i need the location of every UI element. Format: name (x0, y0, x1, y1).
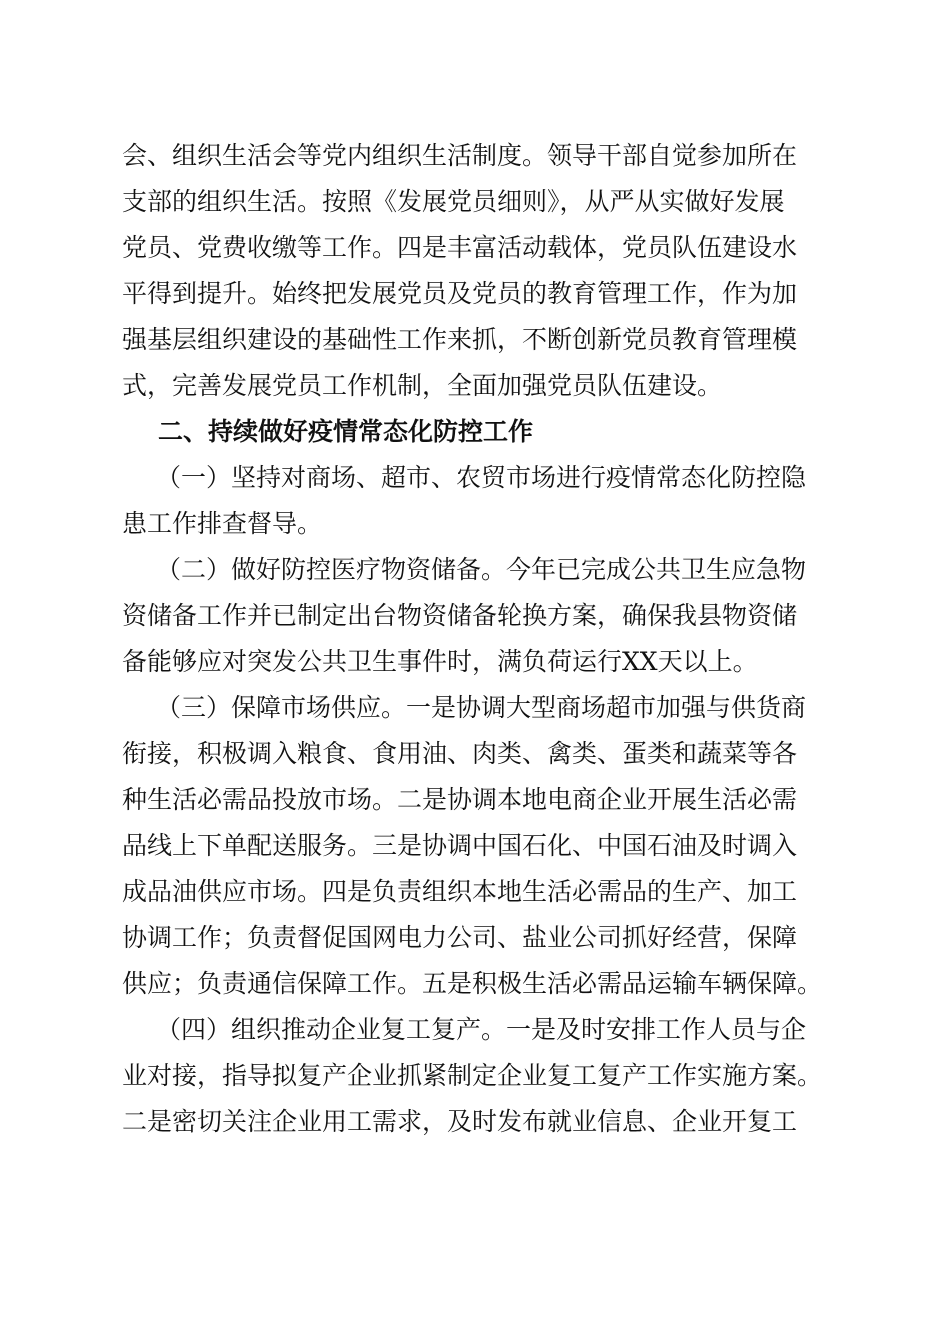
body-text-line: （四）组织推动企业复工复产。一是及时安排工作人员与企 (156, 1015, 807, 1044)
body-text-line: 资储备工作并已制定出台物资储备轮换方案，确保我县物资储 (122, 601, 798, 630)
body-text-line: （一）坚持对商场、超市、农贸市场进行疫情常态化防控隐 (156, 463, 807, 492)
body-text-line: 业对接，指导拟复产企业抓紧制定企业复工复产工作实施方案。 (122, 1061, 823, 1090)
section-heading: 二、持续做好疫情常态化防控工作 (158, 417, 534, 446)
body-text-line: 二是密切关注企业用工需求，及时发布就业信息、企业开复工 (122, 1107, 798, 1136)
body-text-line: （二）做好防控医疗物资储备。今年已完成公共卫生应急物 (156, 555, 807, 584)
body-text-line: 患工作排查督导。 (122, 509, 323, 538)
body-text-line: 强基层组织建设的基础性工作来抓，不断创新党员教育管理模 (122, 325, 798, 354)
body-text-line: 支部的组织生活。按照《发展党员细则》，从严从实做好发展 (122, 187, 785, 216)
body-text-line: 式，完善发展党员工作机制，全面加强党员队伍建设。 (122, 371, 723, 400)
body-text-line: 备能够应对突发公共卫生事件时，满负荷运行XX天以上。 (122, 647, 758, 676)
body-text-line: 供应；负责通信保障工作。五是积极生活必需品运输车辆保障。 (122, 969, 823, 998)
body-text-line: 会、组织生活会等党内组织生活制度。领导干部自觉参加所在 (122, 141, 798, 170)
body-text-line: 衔接，积极调入粮食、食用油、肉类、禽类、蛋类和蔬菜等各 (122, 739, 798, 768)
body-text-line: 协调工作；负责督促国网电力公司、盐业公司抓好经营，保障 (122, 923, 798, 952)
body-text-line: （三）保障市场供应。一是协调大型商场超市加强与供货商 (156, 693, 807, 722)
body-text-line: 品线上下单配送服务。三是协调中国石化、中国石油及时调入 (122, 831, 798, 860)
body-text-line: 平得到提升。始终把发展党员及党员的教育管理工作，作为加 (122, 279, 798, 308)
body-text-line: 成品油供应市场。四是负责组织本地生活必需品的生产、加工 (122, 877, 798, 906)
body-text-line: 党员、党费收缴等工作。四是丰富活动载体，党员队伍建设水 (122, 233, 798, 262)
body-text-line: 种生活必需品投放市场。二是协调本地电商企业开展生活必需 (122, 785, 798, 814)
